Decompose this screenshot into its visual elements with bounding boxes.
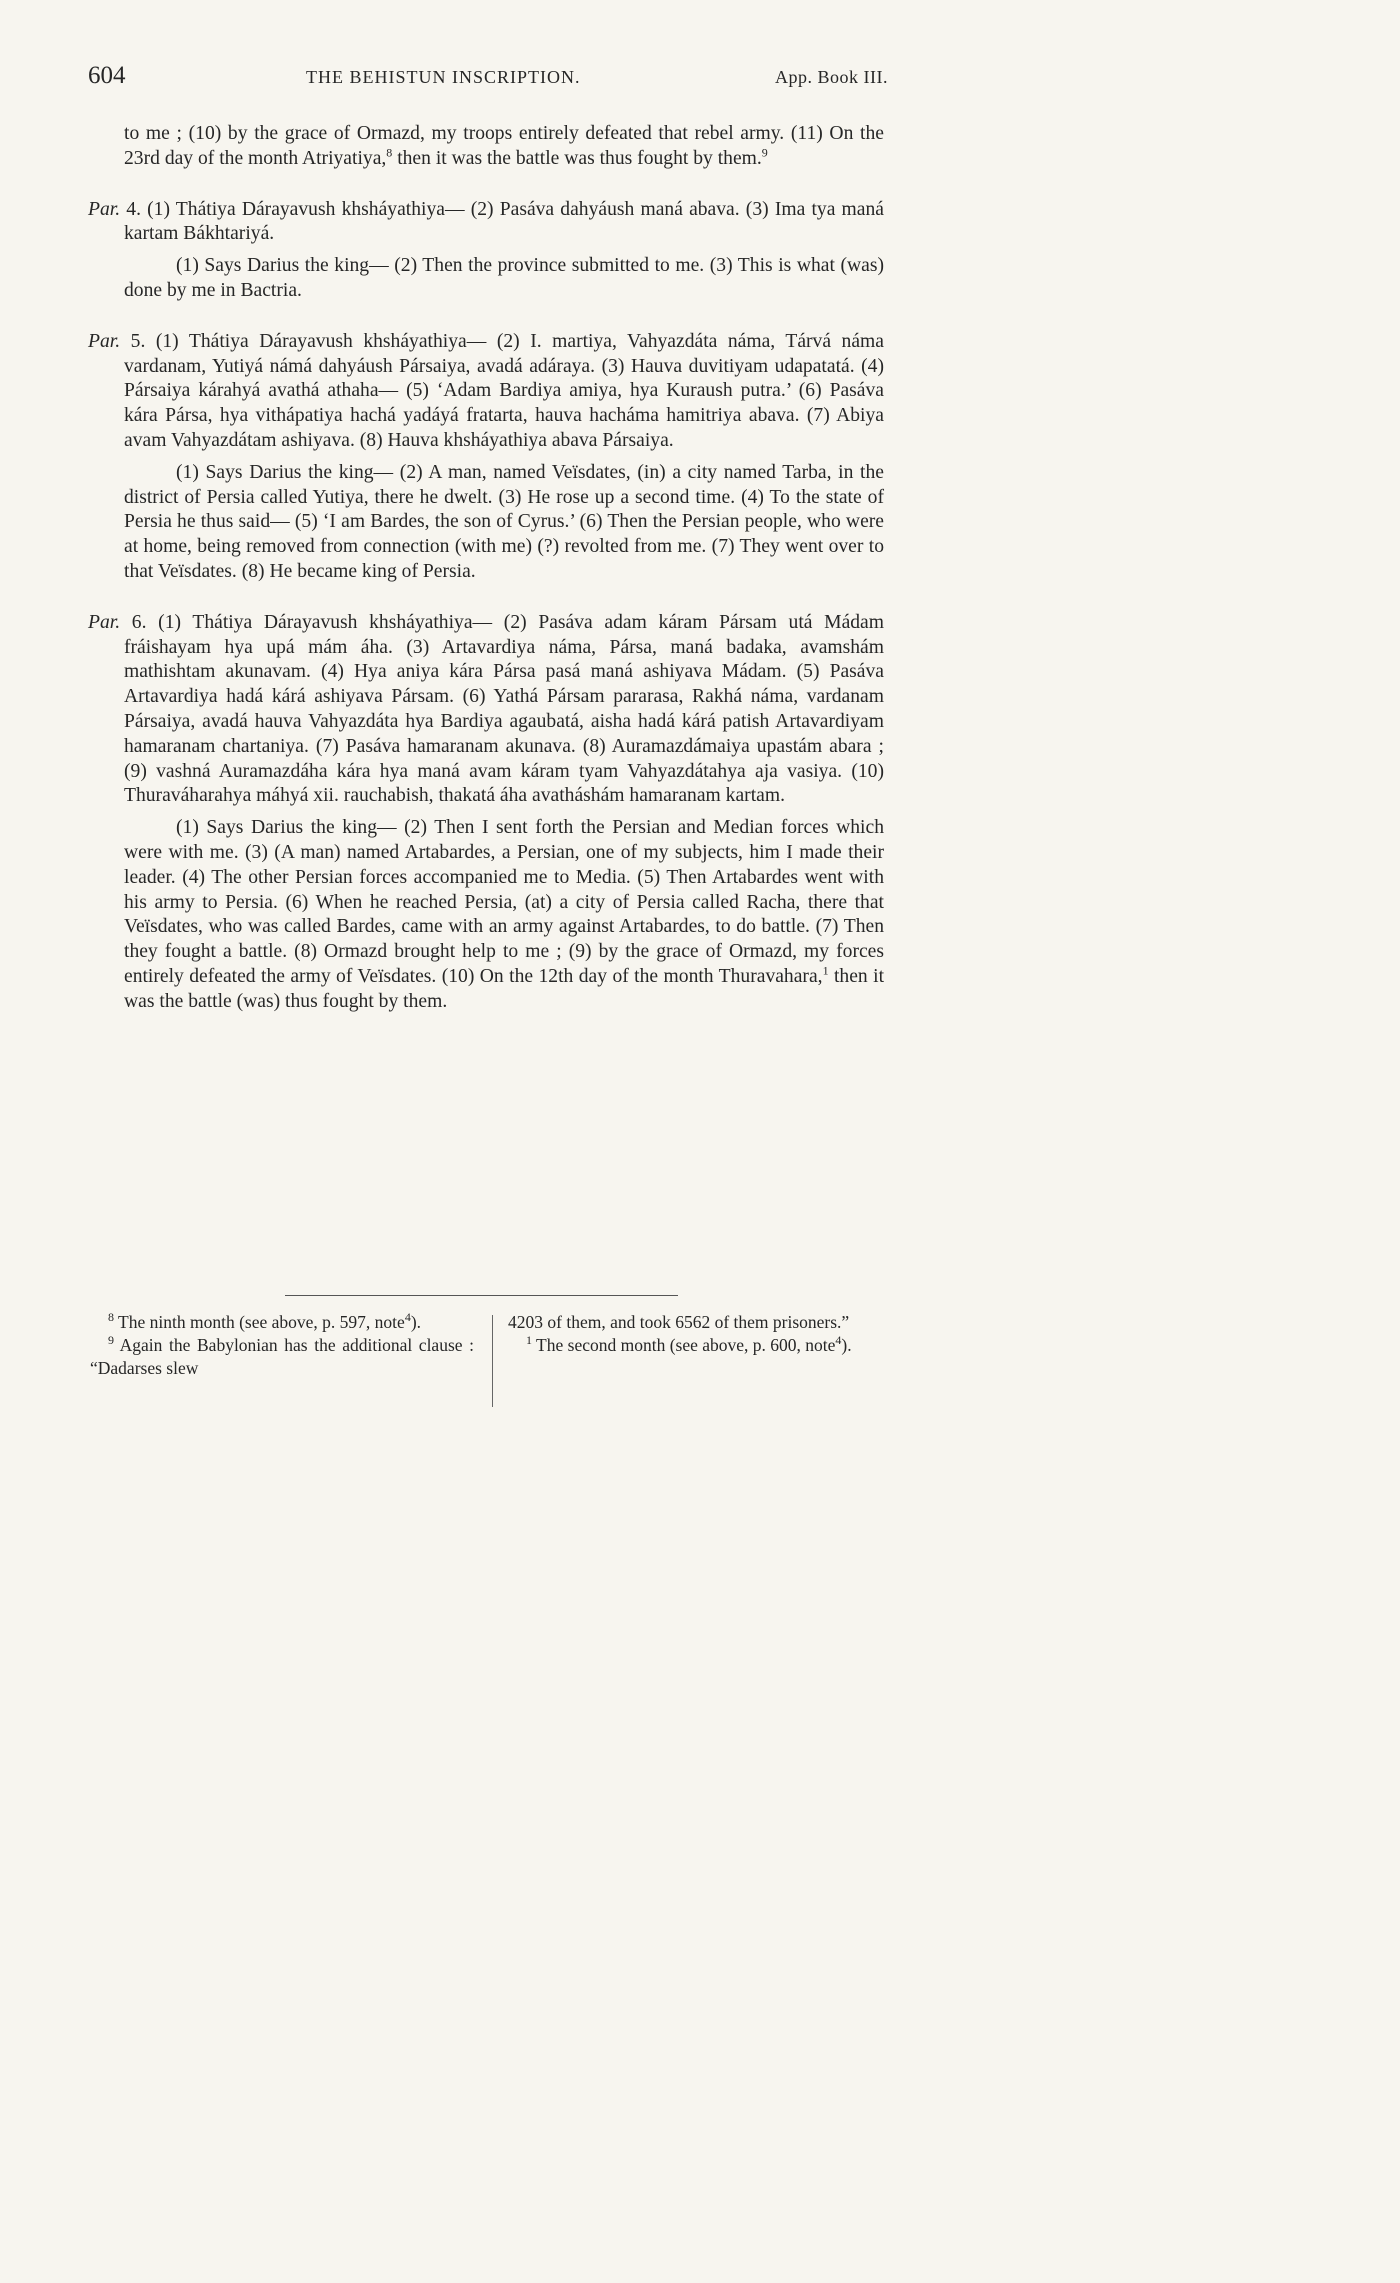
par-6-original: Par. 6. (1) Thátiya Dárayavush khsháyathiya— (2) Pasáva adam káram Pársam utá Mádam fráishayam hya upá mám áha. (3) Artavardiya náma, Pársa, maná badaka, avamshám mathishtam akunavam. (4) Hya aniya kára Pársa pasá maná ashiyava Mádam. (5) Pasáva Artavardiya hadá kárá ashiyava Pársam. (6) Yathá Pársam pararasa, Rakhá náma, vardanam Pársaiya, avadá hauva Vahyazdáta hya Bardiya agaubatá, aisha hadá kárá patish Artavardiyam hamaranam chartaniya. (7) Pasáva hamaranam akunava. (8) Auramazdámaiya upastám abara ; (9) vashná Auramazdáha kára hya maná avam káram tyam Vahyazdátahya aja vasiya. (10) Thuraváharahya máhyá xii. rauchabish, thakatá áha avatháshám hamaranam kartam. bbox=[88, 611, 884, 807]
footnote-ref-1: 1 bbox=[822, 963, 829, 978]
running-title: THE BEHISTUN INSCRIPTION. bbox=[306, 67, 581, 87]
par-label: Par. bbox=[88, 611, 121, 633]
footnote-9: $^9$ Again the Babylonian has the additional clause : “Dadarses slew bbox=[90, 1333, 474, 1378]
par-5-translation: (1) Says Darius the king— (2) A man, named Veïsdates, (in) a city named Tarba, in the district of Persia called Yutiya, there he dwelt. (3) He rose up a second time. (4) To the state of Persia he thus said— (5) ‘I am Bardes, the son of Cyrus.’ (6) Then the Persian people, who were at home, being removed from connection (with me) (?) revolted from me. (7) They went over to that Veïsdates. (8) He became king of Persia. bbox=[124, 461, 884, 582]
paragraph-continuation: to me ; (10) by the grace of Ormazd, my troops entirely defeated that rebel army. (11) On the 23rd day of the month Atriyatiya,$^8$ then it was the battle was thus fought by them.$^9$ bbox=[124, 123, 884, 169]
par-label: Par. bbox=[88, 198, 121, 220]
par-4-translation: (1) Says Darius the king— (2) Then the province submitted to me. (3) This is what (was) done by me in Bactria. bbox=[124, 255, 884, 301]
book-page bbox=[0, 0, 962, 1568]
par-label: Par. bbox=[88, 330, 121, 352]
footnote-9-continued: 4203 of them, and took 6562 of them prisoners.” bbox=[508, 1312, 850, 1332]
footnote-column-divider bbox=[492, 1315, 493, 1407]
footnote-8: $^8$ The ninth month (see above, p. 597, note$^4$). bbox=[108, 1310, 422, 1332]
par-5-original: Par. 5. (1) Thátiya Dárayavush khsháyathiya— (2) I. martiya, Vahyazdáta náma, Tárvá náma vardanam, Yutiyá námá dahyáush Pársaiya, avadá adáraya. (3) Hauva duvitiyam udapatatá. (4) Pársaiya kárahyá avathá athaha— (5) ‘Adam Bardiya amiya, hya Kuraush putra.’ (6) Pasáva kára Pársa, hya vithápatiya hachá yadáyá fratarta, hauva hachámа hamitriya abava. (7) Abiya avam Vahyazdátam ashiyava. (8) Hauva khsháyathiya abava Pársaiya. bbox=[88, 330, 884, 451]
footnote-rule bbox=[285, 1295, 678, 1296]
par-4-original: Par. 4. (1) Thátiya Dárayavush khsháyathiya— (2) Pasáva dahyáush maná abava. (3) Ima tya maná kartam Bákhtariyá. bbox=[88, 198, 884, 245]
footnote-ref-9: 9 bbox=[761, 145, 768, 160]
footnote-column-right bbox=[508, 1311, 892, 1357]
running-header bbox=[88, 62, 888, 92]
footnote-1: $^1$ The second month (see above, p. 600, note$^4$). bbox=[526, 1333, 852, 1355]
footnote-ref-8: 8 bbox=[386, 145, 393, 160]
main-text bbox=[88, 122, 885, 1015]
footnote-column-left bbox=[90, 1311, 474, 1380]
par-6-translation: (1) Says Darius the king— (2) Then I sent forth the Persian and Median forces which were with me. (3) (A man) named Artabardes, a Persian, one of my subjects, him I made their leader. (4) The other Persian forces accompanied me to Media. (5) Then Artabardes went with his army to Persia. (6) When he reached Persia, (at) a city of Persia called Racha, there that Veïsdates, who was called Bardes, came with an army against Artabardes, to do battle. (7) Then they fought a battle. (8) Ormazd brought help to me ; (9) by the grace of Ormazd, my forces entirely defeated the army of Veïsdates. (10) On the 12th day of the month Thuravahara,$^1$ then it was the battle (was) thus fought by them. bbox=[124, 817, 885, 1012]
book-reference: App. Book III. bbox=[775, 67, 888, 87]
page-number: 604 bbox=[88, 62, 126, 89]
